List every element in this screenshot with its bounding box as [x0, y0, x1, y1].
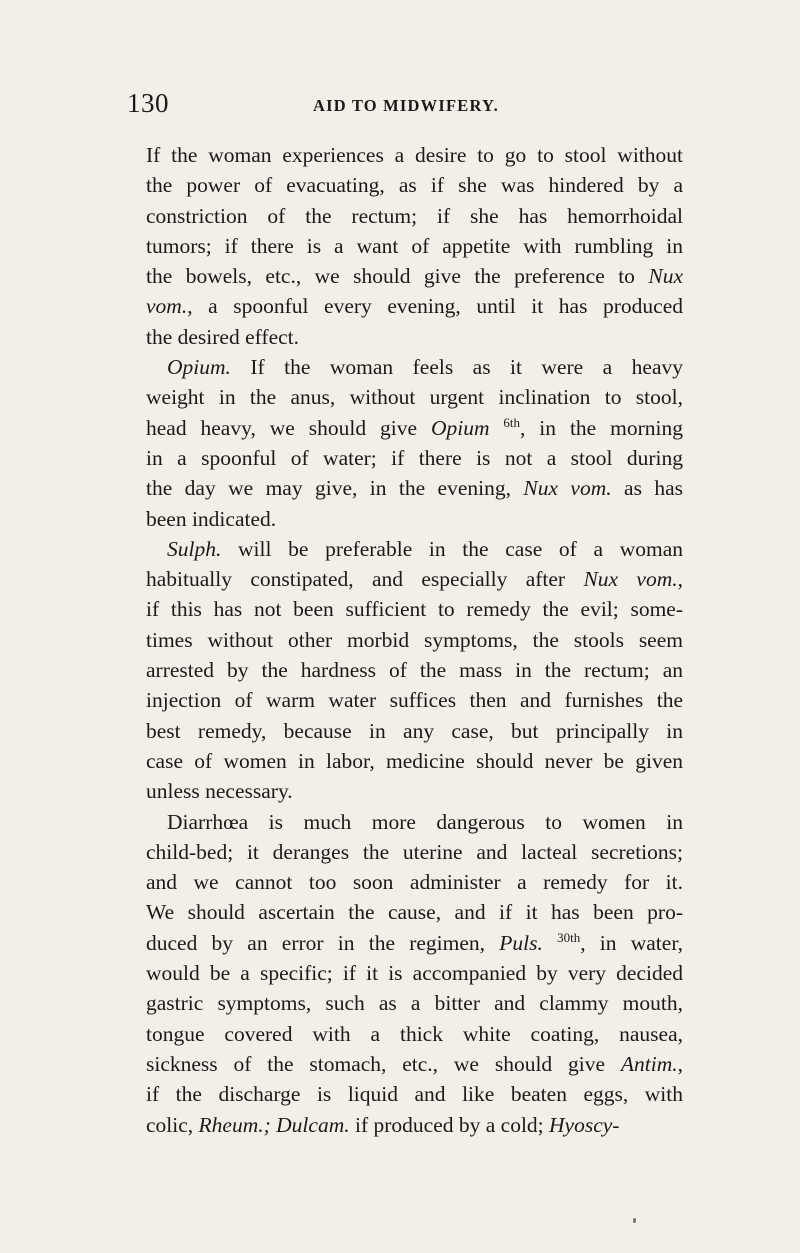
text-line [146, 504, 683, 534]
paragraph [146, 140, 683, 352]
page-header [127, 88, 687, 122]
italic-run: Nux vom. [523, 476, 612, 501]
text-line [146, 261, 683, 291]
text-run: the bowels, etc., we should give the preference to [146, 264, 649, 289]
text-line [146, 1049, 683, 1079]
text-run: weight in the anus, without urgent inclination to stool, [146, 385, 683, 410]
text-run [543, 931, 557, 955]
text-line [146, 201, 683, 231]
text-run: unless necessary. [146, 779, 293, 804]
text-line [146, 322, 683, 352]
ink-speck [633, 1218, 636, 1223]
text-line [146, 1110, 683, 1140]
text-line [146, 1079, 683, 1109]
text-run: , a spoonful every evening, until it has produced [187, 294, 683, 319]
italic-run: Opium. [167, 355, 231, 380]
italic-run: Hyoscy- [549, 1112, 620, 1137]
text-run: If the woman feels as it were a heavy [230, 355, 683, 380]
text-run: tumors; if there is a want of appetite with rumbling in [146, 233, 683, 258]
text-run: would be a specific; if it is accompanied by very decided [146, 961, 683, 986]
text-line [146, 170, 683, 200]
text-line [146, 443, 683, 473]
text-run: if the discharge is liquid and like beaten eggs, with [146, 1082, 683, 1107]
text-line [146, 140, 683, 170]
paragraph [146, 534, 683, 807]
text-run: child-bed; it deranges the uterine and lacteal secretions; [146, 839, 683, 864]
text-line [146, 837, 683, 867]
text-line [146, 685, 683, 715]
text-run: habitually constipated, and especially after [146, 567, 584, 592]
text-line [146, 1019, 683, 1049]
text-line [146, 382, 683, 412]
text-run: constriction of the rectum; if she has hemorrhoidal [146, 203, 683, 228]
text-line [146, 746, 683, 776]
text-run: times without other morbid symptoms, the stools seem [146, 627, 683, 652]
text-run: if produced by a cold; [349, 1112, 550, 1137]
text-run: and we cannot too soon administer a remedy for it. [146, 870, 683, 895]
italic-run: Nux vom. [583, 567, 678, 592]
text-line [146, 413, 683, 443]
text-run: in a spoonful of water; if there is not a stool during [146, 445, 683, 470]
text-run: case of women in labor, medicine should never be given [146, 748, 683, 773]
text-run: , in the morning [520, 415, 683, 440]
italic-run: vom. [146, 294, 188, 319]
text-line [146, 867, 683, 897]
text-run: , [677, 1051, 683, 1076]
text-run: as has [611, 476, 683, 501]
body-text [146, 140, 683, 1140]
text-line [146, 655, 683, 685]
text-line [146, 807, 683, 837]
paragraph [146, 352, 683, 534]
text-run: sickness of the stomach, etc., we should give [146, 1051, 621, 1076]
text-run: Diarrhœa is much more dangerous to women in [167, 809, 683, 834]
text-line [146, 534, 683, 564]
italic-run: Rheum.; Dulcam. [198, 1112, 350, 1137]
text-run: , in water, [580, 930, 683, 955]
superscript: 30th [557, 929, 581, 945]
text-line [146, 958, 683, 988]
text-line [146, 564, 683, 594]
text-line [146, 291, 683, 321]
page-number: 130 [127, 88, 169, 118]
superscript: 6th [503, 414, 521, 430]
text-line [146, 231, 683, 261]
text-line [146, 897, 683, 927]
text-run: , [677, 567, 683, 592]
text-line [146, 988, 683, 1018]
italic-run: Opium [430, 415, 490, 440]
text-run: if this has not been sufficient to remedy the evil; some- [146, 597, 683, 622]
text-line [146, 473, 683, 503]
text-run: the power of evacuating, as if she was hindered by a [146, 173, 683, 198]
text-line [146, 594, 683, 624]
text-line [146, 928, 683, 958]
text-run: We should ascertain the cause, and if it has been pro- [146, 900, 683, 925]
text-line [146, 352, 683, 382]
text-line [146, 625, 683, 655]
text-run: been indicated. [146, 506, 277, 531]
text-run: the day we may give, in the evening, [146, 476, 524, 501]
italic-run: Nux [648, 264, 683, 289]
text-run: colic, [146, 1112, 199, 1137]
italic-run: Sulph. [167, 536, 222, 561]
italic-run: Antim. [620, 1051, 678, 1076]
text-run [489, 416, 503, 440]
text-run: If the woman experiences a desire to go to stool without [146, 143, 683, 167]
text-run: duced by an error in the regimen, [146, 930, 500, 955]
running-title: AID TO MIDWIFERY. [313, 96, 499, 115]
text-run: gastric symptoms, such as a bitter and clammy mouth, [146, 991, 683, 1016]
paragraph [146, 807, 683, 1140]
text-run: injection of warm water suffices then and furnishes the [146, 688, 683, 713]
italic-run: Puls. [499, 930, 543, 955]
text-run: head heavy, we should give [146, 415, 431, 440]
text-line [146, 716, 683, 746]
text-run: arrested by the hardness of the mass in the rectum; an [146, 658, 683, 683]
text-line [146, 776, 683, 806]
text-run: the desired effect. [146, 324, 300, 349]
text-run: will be preferable in the case of a woman [221, 536, 683, 561]
text-run: best remedy, because in any case, but principally in [146, 718, 683, 743]
text-run: tongue covered with a thick white coating, nausea, [146, 1021, 683, 1046]
